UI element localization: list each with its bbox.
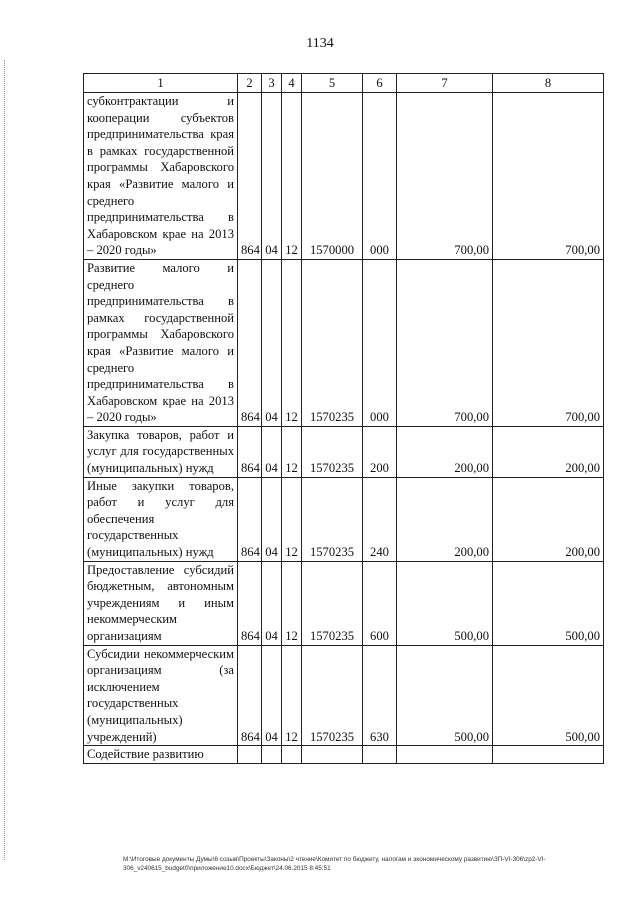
- table-row: [84, 561, 604, 645]
- row-sum-1: [397, 746, 493, 764]
- row-target-article: [302, 746, 363, 764]
- row-ministry: [238, 746, 262, 764]
- header-col-3: 3: [262, 74, 282, 93]
- header-col-5: 5: [302, 74, 363, 93]
- row-name: Предоставление субсидий бюджетным, автономным учреждениям и иным некоммерческим организациям: [84, 561, 238, 645]
- row-subsection: 12: [282, 259, 302, 426]
- row-sum-1: 700,00: [397, 93, 493, 260]
- row-expense-type: 200: [363, 426, 397, 477]
- row-subsection: [282, 746, 302, 764]
- row-section: 04: [262, 259, 282, 426]
- header-col-4: 4: [282, 74, 302, 93]
- row-sum-1: 500,00: [397, 561, 493, 645]
- header-col-8: 8: [493, 74, 604, 93]
- row-sum-2: 200,00: [493, 426, 604, 477]
- row-subsection: 12: [282, 426, 302, 477]
- row-sum-1: 200,00: [397, 426, 493, 477]
- header-row: [84, 74, 604, 93]
- row-ministry: 864: [238, 426, 262, 477]
- row-sum-2: 700,00: [493, 259, 604, 426]
- row-target-article: 1570235: [302, 426, 363, 477]
- table-row: [84, 645, 604, 746]
- row-section: 04: [262, 561, 282, 645]
- row-expense-type: 240: [363, 477, 397, 561]
- row-target-article: 1570000: [302, 93, 363, 260]
- header-col-2: 2: [238, 74, 262, 93]
- header-col-6: 6: [363, 74, 397, 93]
- row-target-article: 1570235: [302, 477, 363, 561]
- row-target-article: 1570235: [302, 561, 363, 645]
- page-number: 1134: [306, 36, 334, 51]
- row-ministry: 864: [238, 259, 262, 426]
- table-row: [84, 477, 604, 561]
- row-target-article: 1570235: [302, 259, 363, 426]
- row-expense-type: 630: [363, 645, 397, 746]
- row-name: субконтрактации и кооперации субъектов предпринимательства края в рамках государственной программы Хабаровского края «Развитие малого и среднего предпринимательства в Хабаровском крае на 2013 – 2020 годы»: [84, 93, 238, 260]
- row-ministry: 864: [238, 477, 262, 561]
- row-ministry: 864: [238, 645, 262, 746]
- row-sum-1: 500,00: [397, 645, 493, 746]
- header-col-1: 1: [84, 74, 238, 93]
- row-ministry: 864: [238, 93, 262, 260]
- row-section: 04: [262, 426, 282, 477]
- row-expense-type: 600: [363, 561, 397, 645]
- row-section: [262, 746, 282, 764]
- row-section: 04: [262, 93, 282, 260]
- row-sum-2: 200,00: [493, 477, 604, 561]
- row-section: 04: [262, 477, 282, 561]
- row-sum-1: 200,00: [397, 477, 493, 561]
- row-name: Субсидии некоммерческим организациям (за исключением государственных (муниципальных) учреждений): [84, 645, 238, 746]
- table-row: [84, 93, 604, 260]
- row-target-article: 1570235: [302, 645, 363, 746]
- row-expense-type: [363, 746, 397, 764]
- row-subsection: 12: [282, 93, 302, 260]
- row-subsection: 12: [282, 561, 302, 645]
- table-row: [84, 746, 604, 764]
- budget-table: [83, 73, 604, 764]
- row-ministry: 864: [238, 561, 262, 645]
- row-name: Содействие развитию: [84, 746, 238, 764]
- row-sum-2: [493, 746, 604, 764]
- row-section: 04: [262, 645, 282, 746]
- margin-line: [4, 60, 6, 860]
- table-row: [84, 259, 604, 426]
- row-sum-2: 500,00: [493, 645, 604, 746]
- file-path-footer: M:\Итоговые документы Думы\6 созыв\Проекты\Законы\2 чтение\Комитет по бюджету, налогам и экономическому развитию\ЗП-VI-306\zp2-VI-306_v240615_budget0\приложение10.docx\Бюджет\24.06.2015 8:45:51: [123, 856, 546, 872]
- row-expense-type: 000: [363, 259, 397, 426]
- row-name: Развитие малого и среднего предпринимательства в рамках государственной программы Хабаровского края «Развитие малого и среднего предпринимательства в Хабаровском крае на 2013 – 2020 годы»: [84, 259, 238, 426]
- row-sum-2: 700,00: [493, 93, 604, 260]
- row-sum-1: 700,00: [397, 259, 493, 426]
- row-name: Закупка товаров, работ и услуг для государственных (муниципальных) нужд: [84, 426, 238, 477]
- row-name: Иные закупки товаров, работ и услуг для обеспечения государственных (муниципальных) нужд: [84, 477, 238, 561]
- row-sum-2: 500,00: [493, 561, 604, 645]
- row-subsection: 12: [282, 477, 302, 561]
- row-expense-type: 000: [363, 93, 397, 260]
- table-row: [84, 426, 604, 477]
- header-col-7: 7: [397, 74, 493, 93]
- row-subsection: 12: [282, 645, 302, 746]
